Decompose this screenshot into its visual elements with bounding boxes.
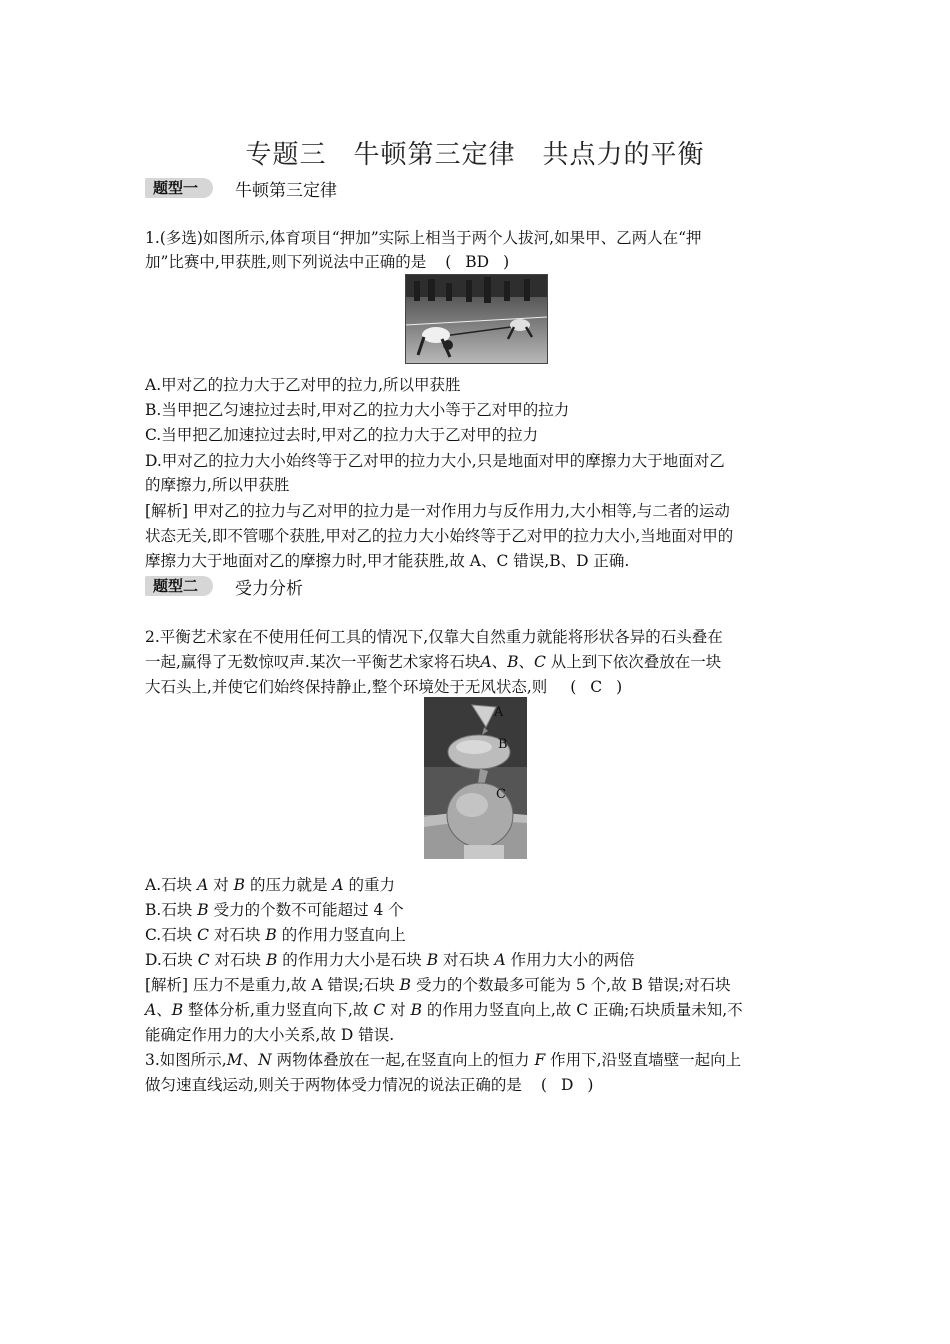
q1-stem-line2 <box>145 251 509 273</box>
var: M <box>226 1051 243 1069</box>
text: 的重力 <box>343 876 396 894</box>
q1-option-d-line2: 的摩擦力,所以甲获胜 <box>145 476 290 494</box>
text: 、 <box>156 1001 172 1019</box>
text: 对 <box>385 1001 411 1019</box>
text: 对石块 <box>209 951 266 969</box>
text: 两物体叠放在一起,在竖直向上的恒力 <box>271 1051 535 1069</box>
text: 对石块 <box>209 926 266 944</box>
q1-answer: BD <box>465 253 490 271</box>
var: A <box>197 876 209 894</box>
q1-option-a: A.甲对乙的拉力大于乙对甲的拉力,所以甲获胜 <box>145 376 461 394</box>
var: B <box>265 951 278 969</box>
text: 对石块 <box>438 951 495 969</box>
q2-option-a <box>145 874 395 896</box>
q1-option-d-line1: D.甲对乙的拉力大小始终等于乙对甲的拉力大小,只是地面对甲的摩擦力大于地面对乙 <box>145 452 725 470</box>
var: N <box>258 1051 272 1069</box>
var: C <box>197 951 210 969</box>
q2-analysis-line2 <box>145 999 743 1021</box>
q3-stem-line1 <box>145 1049 741 1071</box>
q1-analysis-line1: [解析] 甲对乙的拉力与乙对甲的拉力是一对作用力与反作用力,大小相等,与二者的运动 <box>145 502 730 520</box>
q2-fig-label-b: B <box>498 737 508 752</box>
text: 对 <box>208 876 234 894</box>
text: 作用力大小的两倍 <box>505 951 635 969</box>
var: A <box>332 876 344 894</box>
section-label-1: 牛顿第三定律 <box>235 181 337 201</box>
q2-stem-line3 <box>145 676 622 698</box>
text: 的压力就是 <box>245 876 333 894</box>
var: C <box>197 926 210 944</box>
text: 3.如图所示, <box>145 1051 227 1069</box>
q3-paren-close: ) <box>587 1076 594 1094</box>
q2-analysis-line3: 能确定作用力的大小关系,故 D 错误. <box>145 1026 395 1044</box>
text: 作用下,沿竖直墙壁一起向上 <box>545 1051 742 1069</box>
var: B <box>399 976 412 994</box>
page-title: 专题三 牛顿第三定律 共点力的平衡 <box>245 140 705 170</box>
text: D.石块 <box>145 951 198 969</box>
text: B.石块 <box>145 901 198 919</box>
var: C <box>373 1001 386 1019</box>
q3-paren-open: ( <box>540 1076 547 1094</box>
text: 受力的个数不可能超过 4 个 <box>208 901 404 919</box>
text: 的作用力竖直向上 <box>276 926 406 944</box>
text: C.石块 <box>145 926 198 944</box>
q2-paren-close: ) <box>616 678 623 696</box>
section-badge-1: 题型一 <box>145 178 213 198</box>
var: B <box>426 951 439 969</box>
var: B <box>171 1001 184 1019</box>
q2-paren-open: ( <box>570 678 577 696</box>
var: B <box>410 1001 422 1019</box>
q1-analysis-line2: 状态无关,即不管哪个获胜,甲对乙的拉力大小始终等于乙对甲的拉力大小,当地面对甲的 <box>145 527 734 545</box>
q1-stem-line1: 1.(多选)如图所示,体育项目“押加”实际上相当于两个人拔河,如果甲、乙两人在“押 <box>145 229 702 247</box>
q1-option-b: B.当甲把乙匀速拉过去时,甲对乙的拉力大小等于乙对甲的拉力 <box>145 401 570 419</box>
text: 、 <box>242 1051 259 1069</box>
var-b: B <box>507 653 519 671</box>
q1-figure-photo <box>405 274 548 364</box>
var: A <box>494 951 506 969</box>
sep: 、 <box>518 653 534 671</box>
q3-answer: D <box>560 1076 574 1094</box>
q2-option-c <box>145 924 406 946</box>
var-c: C <box>533 653 546 671</box>
q2-analysis-line1 <box>145 974 731 996</box>
q2-fig-label-c: C <box>496 787 506 802</box>
text: A.石块 <box>145 876 198 894</box>
var: B <box>197 901 209 919</box>
q1-paren-open: ( <box>445 253 452 271</box>
q3-stem-line2 <box>145 1074 593 1096</box>
sep: 、 <box>491 653 508 671</box>
var-a: A <box>480 653 492 671</box>
q2-stem-text-end: 从上到下依次叠放在一块 <box>545 653 722 671</box>
section-badge-2: 题型二 <box>145 576 213 596</box>
q2-option-b <box>145 899 404 921</box>
q2-stem-line2 <box>145 651 721 673</box>
q3-stem-text: 做匀速直线运动,则关于两物体受力情况的说法正确的是 <box>145 1076 522 1094</box>
q2-stem-line1: 2.平衡艺术家在不使用任何工具的情况下,仅靠大自然重力就能将形状各异的石头叠在 <box>145 628 723 646</box>
q1-paren-close: ) <box>503 253 510 271</box>
var: F <box>534 1051 546 1069</box>
q1-analysis-line3: 摩擦力大于地面对乙的摩擦力时,甲才能获胜,故 A、C 错误,B、D 正确. <box>145 552 630 570</box>
text: 的作用力大小是石块 <box>277 951 427 969</box>
q2-figure-stones <box>424 697 527 859</box>
text: 整体分析,重力竖直向下,故 <box>183 1001 374 1019</box>
var: B <box>233 876 246 894</box>
q1-option-c: C.当甲把乙加速拉过去时,甲对乙的拉力大于乙对甲的拉力 <box>145 426 539 444</box>
var: A <box>145 1001 157 1019</box>
q2-answer: C <box>590 678 603 696</box>
q2-stem-text: 一起,赢得了无数惊叹声.某次一平衡艺术家将石块 <box>145 653 481 671</box>
q2-fig-label-a: A <box>494 705 504 720</box>
q2-stem-text: 大石头上,并使它们始终保持静止,整个环境处于无风状态,则 <box>145 678 548 696</box>
text: [解析] 压力不是重力,故 A 错误;石块 <box>145 976 400 994</box>
q1-stem-text: 加”比赛中,甲获胜,则下列说法中正确的是 <box>145 253 427 271</box>
section-label-2: 受力分析 <box>235 579 303 599</box>
text: 受力的个数最多可能为 5 个,故 B 错误;对石块 <box>411 976 731 994</box>
q2-option-d <box>145 949 635 971</box>
var: B <box>265 926 277 944</box>
text: 的作用力竖直向上,故 C 正确;石块质量未知,不 <box>421 1001 743 1019</box>
